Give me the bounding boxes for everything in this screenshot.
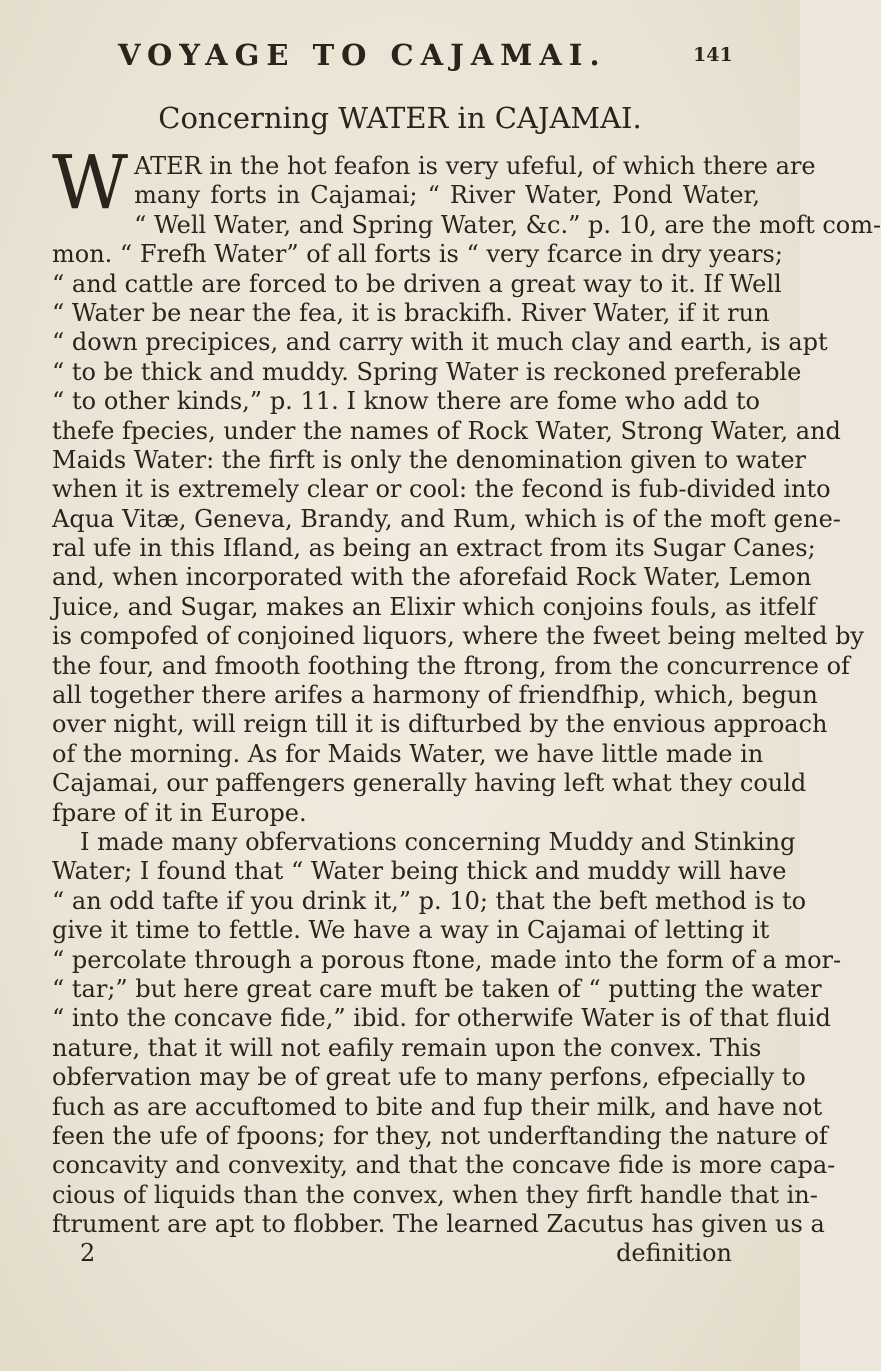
section-title: Concerning WATER in CAJAMAI. [158,101,642,135]
text-line: fpare of it in Europe. [52,798,307,827]
text-line: cious of liquids than the convex, when they firft handle that in- [52,1180,818,1209]
text-line: ATER in the hot feafon is very ufeful, of which there are [134,152,816,180]
page-number: 141 [693,44,733,66]
text-line: obfervation may be of great ufe to many perfons, efpecially to [52,1063,806,1092]
text-line: “ Water be near the fea, it is brackifh. River Water, if it run [52,298,770,327]
text-line: mon. “ Frefh Water” of all forts is “ very fcarce in dry years; [52,240,783,269]
text-line: “ Well Water, and Spring Water, &c.” p. 10, are the moft com- [134,210,881,239]
text-line: Aqua Vitæ, Geneva, Brandy, and Rum, which is of the moft gene- [52,504,841,533]
text-line: “ to other kinds,” p. 11. I know there are fome who add to [52,387,760,416]
text-line: Juice, and Sugar, makes an Elixir which conjoins fouls, as itfelf [52,592,817,621]
text-line: the four, and fmooth foothing the ftrong, from the concurrence of [52,651,850,680]
text-line: fuch as are accuftomed to bite and fup their milk, and have not [52,1092,823,1121]
text-line: of the morning. As for Maids Water, we have little made in [52,739,764,768]
body-text [52,140,881,1269]
text-line: and, when incorporated with the aforefaid Rock Water, Lemon [52,563,812,592]
text-line: “ percolate through a porous ftone, made into the form of a mor- [52,945,842,974]
text-line: over night, will reign till it is difturbed by the envious approach [52,710,828,739]
text-line: “ an odd tafte if you drink it,” p. 10; that the beft method is to [52,886,807,915]
running-head: VOYAGE TO CAJAMAI. [118,38,607,72]
text-line: nature, that it will not eafily remain upon the convex. This [52,1033,762,1062]
text-line: when it is extremely clear or cool: the fecond is fub-divided into [52,475,831,504]
text-line: “ into the concave fide,” ibid. for otherwife Water is of that fluid [52,1004,831,1033]
text-line: “ down precipices, and carry with it much clay and earth, is apt [52,328,828,357]
text-line: give it time to fettle. We have a way in Cajamai of letting it [52,916,770,945]
text-line: ral ufe in this Ifland, as being an extract from its Sugar Canes; [52,534,816,563]
text-line: feen the ufe of fpoons; for they, not underftanding the nature of [52,1121,828,1150]
text-line: Water; I found that “ Water being thick and muddy will have [52,857,787,886]
text-line: ftrument are apt to flobber. The learned Zacutus has given us a [52,1210,825,1239]
text-line: concavity and convexity, and that the concave fide is more capa- [52,1151,836,1180]
text-line: I made many obfervations concerning Muddy and Stinking [80,827,796,856]
text-line: “ to be thick and muddy. Spring Water is reckoned preferable [52,357,802,386]
page-footer [52,1239,760,1268]
signature-mark: 2 [80,1239,96,1268]
text-line: “ tar;” but here great care muft be taken of “ putting the water [52,974,822,1003]
text-line: “ and cattle are forced to be driven a great way to it. If Well [52,269,782,298]
text-line: is compofed of conjoined liquors, where the fweet being melted by [52,622,864,651]
drop-cap: W [52,140,129,226]
text-line: many forts in Cajamai; “ River Water, Pond Water, [134,181,760,210]
catchword: definition [616,1239,732,1268]
text-line: all together there arifes a harmony of friendfhip, which, begun [52,681,818,710]
text-line: Maids Water: the firft is only the denomination given to water [52,445,806,474]
text-line: thefe fpecies, under the names of Rock Water, Strong Water, and [52,416,841,445]
text-line: Cajamai, our paffengers generally having left what they could [52,769,807,798]
page-header [0,38,800,78]
